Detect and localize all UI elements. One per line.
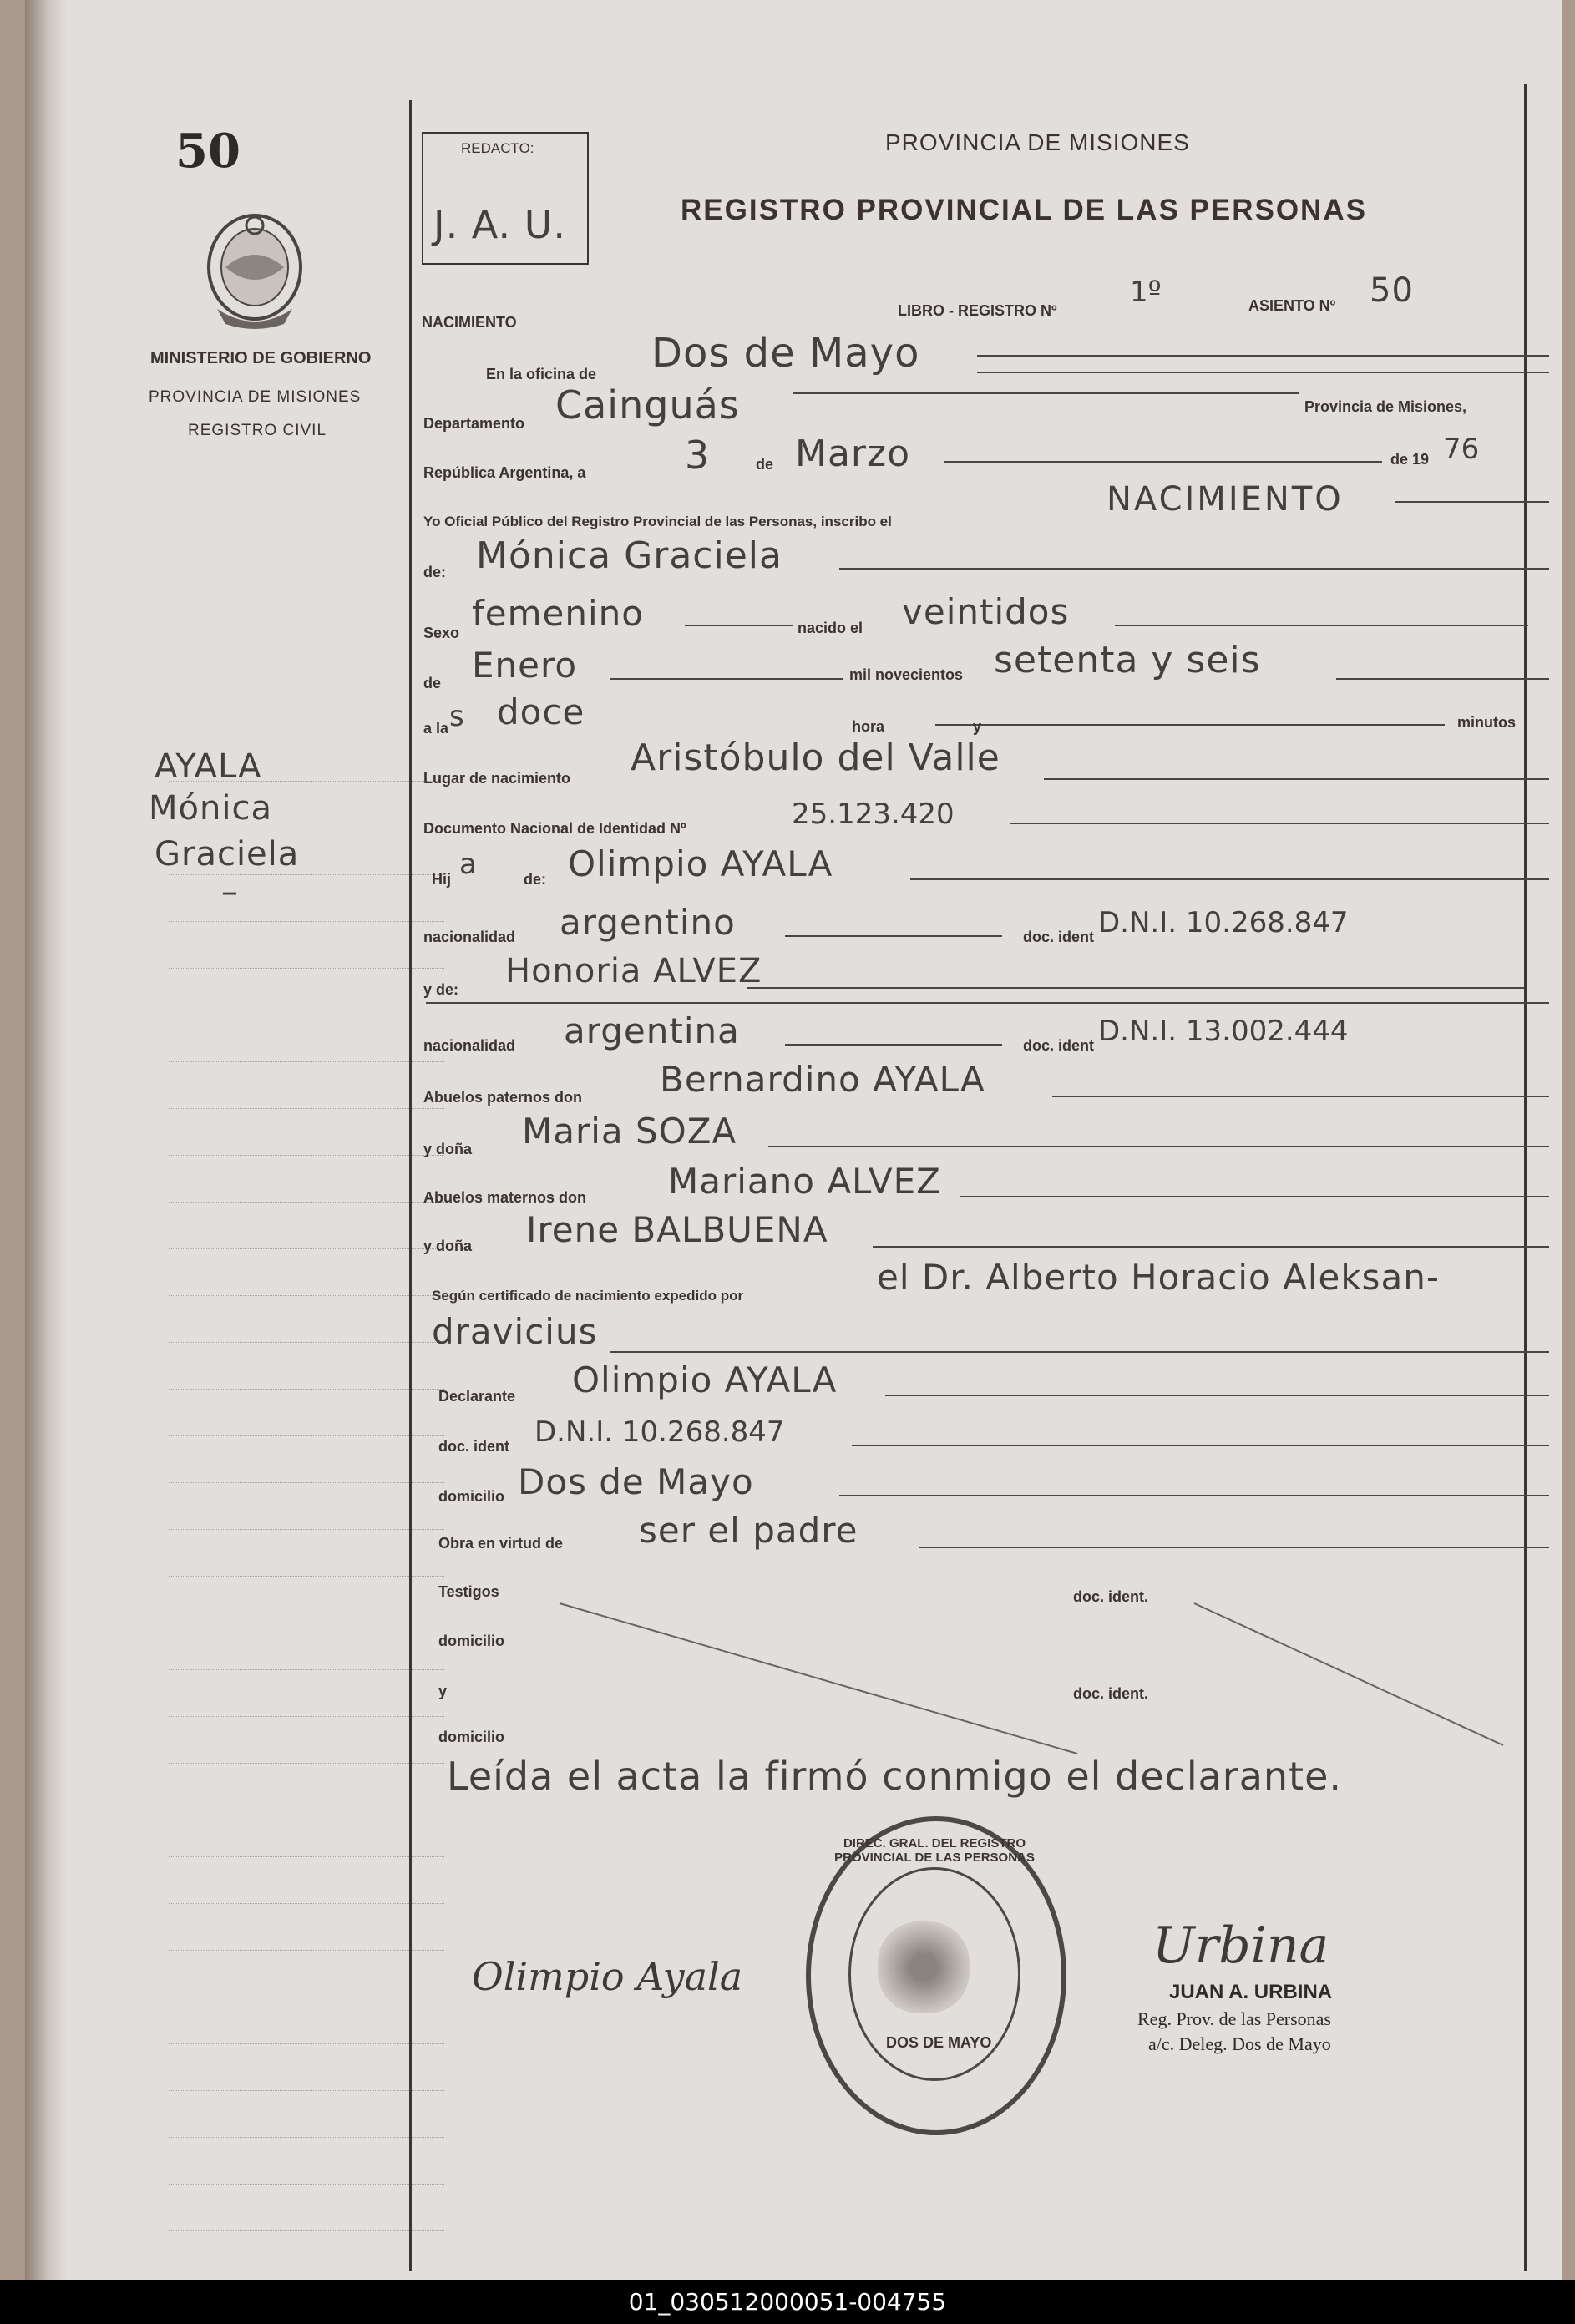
- form-fill-line: [944, 461, 1382, 463]
- departamento-value: Cainguás: [555, 382, 740, 428]
- doc1-value: D.N.I. 10.268.847: [1098, 906, 1349, 939]
- form-fill-line: [1395, 501, 1549, 503]
- margin-note-name1: Mónica: [149, 789, 272, 828]
- de4-label: de:: [524, 871, 546, 888]
- obra-value: ser el padre: [639, 1510, 858, 1551]
- ydona1-label: y doña: [423, 1141, 473, 1157]
- libro-label: LIBRO - REGISTRO Nº: [898, 302, 1057, 319]
- domicilio-label: domicilio: [438, 1488, 505, 1505]
- doc3-value: D.N.I. 10.268.847: [534, 1415, 785, 1449]
- left-header-registry: REGISTRO CIVIL: [188, 422, 327, 439]
- form-fill-line: [1010, 823, 1549, 824]
- stamp-emblem-icon: [878, 1921, 970, 2013]
- mil-label: mil novecientos: [849, 666, 964, 683]
- closing-text: Leída el acta la firmó conmigo el declarante.: [447, 1754, 1343, 1799]
- departamento-label: Departamento: [423, 415, 525, 432]
- abm2-value: Irene BALBUENA: [526, 1209, 828, 1250]
- oficial-label: Yo Oficial Público del Registro Provincial de las Personas, inscribo el: [423, 514, 892, 529]
- redacto-label: REDACTO:: [461, 140, 534, 156]
- nac1-value: argentino: [560, 902, 736, 943]
- coat-of-arms-icon: [200, 209, 309, 334]
- official-title2: a/c. Deleg. Dos de Mayo: [1148, 2033, 1331, 2054]
- oficina-label: En la oficina de: [486, 366, 597, 382]
- form-left-border: [409, 100, 412, 2271]
- abp-value: Bernardino AYALA: [660, 1059, 985, 1100]
- hij-label: Hij: [432, 871, 452, 888]
- provincia-label: Provincia de Misiones,: [1304, 398, 1467, 415]
- yde-label: y de:: [423, 981, 459, 998]
- alas-label: a la: [423, 720, 449, 737]
- form-fill-line: [885, 1395, 1549, 1396]
- form-fill-line: [793, 392, 1299, 394]
- declarante-label: Declarante: [438, 1388, 516, 1405]
- margin-rule-line: [169, 1248, 444, 1249]
- margin-rule-line: [169, 2230, 444, 2231]
- form-fill-line: [977, 372, 1549, 373]
- abp-label: Abuelos paternos don: [423, 1089, 583, 1106]
- official-title1: Reg. Prov. de las Personas: [1137, 2008, 1331, 2029]
- form-fill-line: [1336, 678, 1549, 680]
- redacto-box: [422, 132, 589, 265]
- testigos-label: Testigos: [438, 1583, 499, 1600]
- margin-rule-line: [169, 1950, 444, 1951]
- margin-note-dash: –: [221, 873, 239, 911]
- domicilio-value: Dos de Mayo: [518, 1461, 754, 1502]
- madre-value: Honoria ALVEZ: [505, 952, 762, 990]
- acto-value: NACIMIENTO: [1107, 480, 1344, 519]
- day-value: 3: [685, 433, 711, 478]
- margin-rule-line: [169, 1202, 444, 1203]
- margin-rule-line: [169, 1342, 444, 1343]
- oficina-value: Dos de Mayo: [651, 330, 920, 377]
- margin-rule-line: [169, 1856, 444, 1857]
- year-value: 76: [1443, 433, 1480, 466]
- sexo-value: femenino: [472, 593, 644, 634]
- certificado-value2: dravicius: [432, 1311, 598, 1352]
- margin-rule-line: [169, 1108, 444, 1109]
- margin-rule-line: [169, 1529, 444, 1530]
- margin-note-name2: Graciela: [154, 835, 300, 873]
- form-fill-line: [610, 1351, 1549, 1353]
- abp2-value: Maria SOZA: [522, 1111, 737, 1152]
- documento-label: Documento Nacional de Identidad Nº: [423, 820, 686, 837]
- form-fill-line: [426, 1002, 1549, 1004]
- alas-suffix: s: [449, 700, 464, 733]
- form-fill-line: [919, 1547, 1549, 1548]
- doc4-label: doc. ident.: [1073, 1588, 1148, 1605]
- form-fill-line: [685, 625, 793, 626]
- de2-label: de:: [423, 564, 446, 580]
- witness-crossout-lines: [543, 1587, 1545, 1779]
- official-name: JUAN A. URBINA: [1169, 1981, 1333, 2003]
- margin-rule-line: [169, 1716, 444, 1717]
- sexo-label: Sexo: [423, 625, 460, 641]
- republica-label: República Argentina, a: [423, 464, 586, 481]
- nacido-value: veintidos: [902, 591, 1070, 632]
- documento-value: 25.123.420: [792, 797, 955, 831]
- padre-value: Olimpio AYALA: [568, 843, 833, 884]
- form-fill-line: [610, 678, 843, 680]
- margin-rule-line: [169, 1389, 444, 1390]
- left-header-ministry: MINISTERIO DE GOBIERNO: [150, 349, 372, 367]
- margin-rule-line: [169, 2137, 444, 2138]
- margin-note-surname: AYALA: [154, 747, 262, 786]
- margin-rule-line: [169, 1295, 444, 1296]
- doc2-label: doc. ident: [1023, 1037, 1094, 1054]
- month-value: Marzo: [795, 433, 911, 475]
- form-fill-line: [768, 1146, 1549, 1147]
- de3-label: de: [423, 675, 442, 691]
- de-label: de: [756, 456, 774, 473]
- margin-rule-line: [169, 968, 444, 969]
- margin-rule-line: [169, 2043, 444, 2044]
- left-header-province: PROVINCIA DE MISIONES: [149, 388, 362, 406]
- hora-value: doce: [497, 691, 585, 732]
- anio-value: setenta y seis: [994, 639, 1261, 681]
- form-fill-line: [852, 1445, 1549, 1446]
- margin-rule-line: [169, 1903, 444, 1904]
- margin-rule-line: [169, 1669, 444, 1670]
- margin-rule-line: [169, 1576, 444, 1577]
- header-title: REGISTRO PROVINCIAL DE LAS PERSONAS: [681, 194, 1367, 226]
- year-label: de 19: [1390, 451, 1430, 468]
- margin-rule-line: [169, 1155, 444, 1156]
- nac1-label: nacionalidad: [423, 929, 516, 945]
- libro-value: 1º: [1130, 276, 1162, 309]
- domicilio3-label: domicilio: [438, 1729, 505, 1745]
- redacto-value: J. A. U.: [433, 202, 567, 247]
- form-fill-line: [747, 987, 1524, 989]
- margin-rule-line: [169, 874, 444, 875]
- form-fill-line: [935, 724, 1445, 726]
- abm-label: Abuelos maternos don: [423, 1189, 587, 1206]
- official-stamp: [806, 1816, 1066, 2135]
- form-fill-line: [1115, 625, 1528, 626]
- page-number: 50: [175, 124, 241, 179]
- certificado-value: el Dr. Alberto Horacio Aleksan-: [877, 1257, 1441, 1298]
- declarante-value: Olimpio AYALA: [572, 1359, 838, 1400]
- form-fill-line: [785, 1044, 1002, 1046]
- stamp-text-inner: DOS DE MAYO: [886, 2034, 992, 2051]
- lugar-label: Lugar de nacimiento: [423, 770, 571, 787]
- nac2-value: argentina: [564, 1010, 740, 1051]
- doc5-label: doc. ident.: [1073, 1685, 1148, 1702]
- form-fill-line: [839, 1495, 1549, 1496]
- margin-rule-line: [169, 2090, 444, 2091]
- nombre-value: Mónica Graciela: [476, 534, 782, 577]
- form-right-border: [1524, 84, 1527, 2271]
- certificado-label: Según certificado de nacimiento expedido por: [432, 1288, 744, 1304]
- form-fill-line: [910, 878, 1549, 880]
- nac2-label: nacionalidad: [423, 1037, 516, 1054]
- mes-value: Enero: [472, 645, 578, 686]
- margin-rule-line: [169, 2184, 444, 2185]
- minutos-label: minutos: [1457, 714, 1516, 731]
- official-signature: Urbina: [1152, 1916, 1329, 1975]
- domicilio2-label: domicilio: [438, 1633, 505, 1649]
- asiento-value: 50: [1370, 271, 1414, 310]
- document-page: [25, 0, 1562, 2280]
- asiento-label: ASIENTO Nº: [1248, 297, 1336, 314]
- obra-label: Obra en virtud de: [438, 1535, 564, 1552]
- margin-rule-line: [169, 1061, 444, 1062]
- abm-value: Mariano ALVEZ: [668, 1161, 941, 1202]
- footer-id: 01_030512000051-004755: [628, 2288, 947, 2316]
- margin-rule-line: [169, 1435, 444, 1436]
- declarant-signature: Olimpio Ayala: [472, 1954, 743, 1999]
- form-fill-line: [785, 935, 1002, 937]
- y-label: y: [973, 718, 982, 735]
- stamp-text-outer: DIREC. GRAL. DEL REGISTRO PROVINCIAL DE LAS PERSONAS: [834, 1836, 1035, 1865]
- hora-label: hora: [852, 718, 885, 735]
- section-label: NACIMIENTO: [422, 314, 517, 331]
- form-fill-line: [873, 1246, 1549, 1248]
- book-binding: [25, 0, 67, 2280]
- doc3-label: doc. ident: [438, 1438, 509, 1455]
- form-fill-line: [839, 568, 1549, 570]
- margin-rule-line: [169, 1763, 444, 1764]
- doc1-label: doc. ident: [1023, 929, 1094, 945]
- form-fill-line: [1052, 1096, 1549, 1097]
- margin-rule-line: [169, 1482, 444, 1483]
- nacido-label: nacido el: [798, 620, 863, 636]
- form-fill-line: [1044, 778, 1549, 780]
- y2-label: y: [438, 1683, 448, 1699]
- header-province: PROVINCIA DE MISIONES: [885, 129, 1190, 155]
- hij-suffix: a: [459, 848, 477, 881]
- lugar-value: Aristóbulo del Valle: [631, 737, 1000, 779]
- margin-rule-line: [169, 921, 444, 922]
- footer-id-bar: [0, 2280, 1575, 2324]
- form-fill-line: [960, 1196, 1549, 1197]
- ydona2-label: y doña: [423, 1238, 473, 1254]
- form-fill-line: [977, 355, 1549, 357]
- margin-rule-line: [169, 781, 444, 782]
- doc2-value: D.N.I. 13.002.444: [1098, 1015, 1349, 1048]
